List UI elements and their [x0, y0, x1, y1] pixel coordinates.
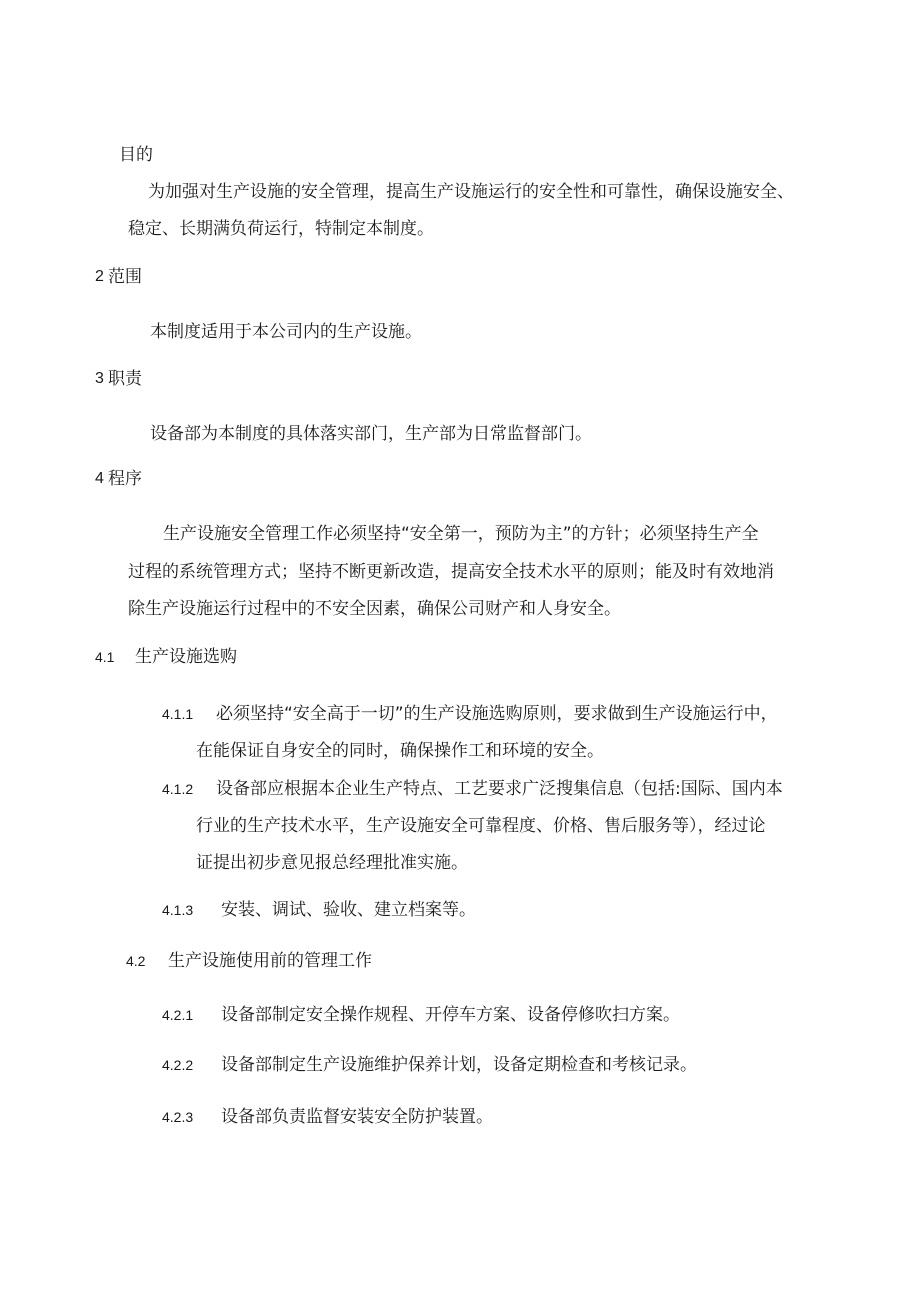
- purpose-body-line-1: 为加强对生产设施的安全管理，提高生产设施运行的安全性和可靠性，确保设施安全、: [148, 182, 794, 202]
- item-4-1-1-number: 4.1.1: [162, 706, 194, 722]
- section-procedure-title: 程序: [108, 469, 142, 489]
- item-4-1-2-line-1: 设备部应根据本企业生产特点、工艺要求广泛搜集信息（包括:国际、国内本: [216, 779, 783, 799]
- item-4-1-1-line-2: 在能保证自身安全的同时，确保操作工和环境的安全。: [196, 741, 604, 761]
- item-4-1-2-number: 4.1.2: [162, 781, 194, 797]
- item-4-2-3-number: 4.2.3: [162, 1109, 194, 1125]
- item-4-2-2-line-1: 设备部制定生产设施维护保养计划，设备定期检查和考核记录。: [221, 1055, 697, 1075]
- item-4-1-2-line-3: 证提出初步意见报总经理批准实施。: [196, 853, 468, 873]
- subsection-4-2-number: 4.2: [126, 953, 146, 969]
- item-4-1-3-number: 4.1.3: [162, 902, 194, 918]
- section-procedure-number: 4: [95, 470, 104, 487]
- subsection-4-2-title: 生产设施使用前的管理工作: [168, 951, 372, 971]
- procedure-body-line-1: 生产设施安全管理工作必须坚持“安全第一，预防为主”的方针；必须坚持生产全: [163, 524, 759, 544]
- item-4-2-1-line-1: 设备部制定安全操作规程、开停车方案、设备停修吹扫方案。: [221, 1005, 680, 1025]
- scope-body: 本制度适用于本公司内的生产设施。: [150, 322, 422, 342]
- section-duties-title: 职责: [108, 369, 142, 389]
- item-4-1-1-line-1: 必须坚持“安全高于一切”的生产设施选购原则，要求做到生产设施运行中，: [216, 704, 778, 724]
- subsection-4-1-title: 生产设施选购: [135, 647, 237, 667]
- section-scope-title: 范围: [108, 267, 142, 287]
- duties-body: 设备部为本制度的具体落实部门，生产部为日常监督部门。: [150, 424, 592, 444]
- procedure-body-line-3: 除生产设施运行过程中的不安全因素，确保公司财产和人身安全。: [128, 599, 621, 619]
- item-4-1-2-line-2: 行业的生产技术水平，生产设施安全可靠程度、价格、售后服务等），经过论: [196, 816, 766, 836]
- section-purpose-title: 目的: [119, 145, 153, 165]
- section-duties-number: 3: [95, 370, 104, 387]
- item-4-2-3-line-1: 设备部负责监督安装安全防护装置。: [221, 1107, 493, 1127]
- subsection-4-1-number: 4.1: [95, 649, 115, 665]
- item-4-2-2-number: 4.2.2: [162, 1057, 194, 1073]
- section-scope-number: 2: [95, 268, 104, 285]
- purpose-body-line-2: 稳定、长期满负荷运行，特制定本制度。: [128, 219, 434, 239]
- procedure-body-line-2: 过程的系统管理方式；坚持不断更新改造，提高安全技术水平的原则；能及时有效地消: [128, 562, 774, 582]
- item-4-1-3-line-1: 安装、调试、验收、建立档案等。: [221, 900, 476, 920]
- item-4-2-1-number: 4.2.1: [162, 1007, 194, 1023]
